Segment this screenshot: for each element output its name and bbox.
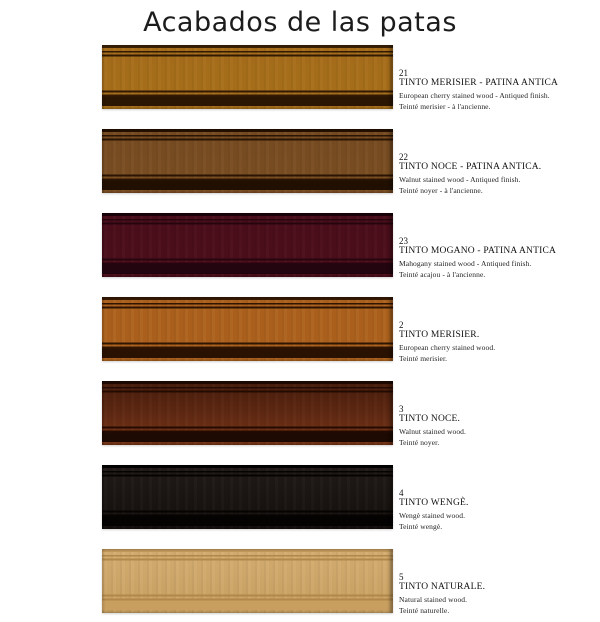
finish-number: 3: [399, 404, 404, 414]
finish-desc-en: Mahogany stained wood - Antiqued finish.: [399, 259, 532, 268]
finish-row-noce: [102, 381, 600, 445]
finish-row-wenge: [102, 465, 600, 529]
wood-swatch-naturale: [102, 549, 393, 613]
finish-desc-fr: Teinté noyer - à l'ancienne.: [399, 186, 483, 195]
finish-row-naturale: [102, 549, 600, 613]
finish-desc-fr: Teinté noyer.: [399, 438, 440, 447]
finish-desc-fr: Teinté wengè.: [399, 522, 443, 531]
finish-desc-fr: Teinté naturelle.: [399, 606, 450, 615]
wood-swatch-wenge: [102, 465, 393, 529]
wood-swatch-noce-patina-antica: [102, 129, 393, 193]
finish-number: 4: [399, 488, 404, 498]
finish-number: 5: [399, 572, 404, 582]
finish-number: 22: [399, 152, 408, 162]
finish-list: [0, 45, 600, 613]
page-title: Acabados de las patas: [143, 7, 457, 38]
finish-number: 21: [399, 68, 408, 78]
finish-info: [393, 297, 594, 363]
finish-info: [393, 213, 594, 279]
finish-title: TINTO WENGÈ.: [399, 498, 469, 508]
finish-row-noce-patina-antica: [102, 129, 600, 193]
finish-title: TINTO NOCE.: [399, 414, 461, 424]
finish-info: [393, 465, 594, 531]
finish-info: [393, 549, 594, 615]
finish-title: TINTO MERISIER.: [399, 330, 480, 340]
finish-title: TINTO NATURALE.: [399, 582, 486, 592]
finish-info: [393, 129, 594, 195]
finish-title: TINTO MERISIER - PATINA ANTICA: [399, 78, 559, 88]
finish-desc-en: Wengè stained wood.: [399, 511, 466, 520]
finish-row-mogano-patina-antica: [102, 213, 600, 277]
finish-desc-fr: Teinté merisier - à l'ancienne.: [399, 102, 491, 111]
wood-swatch-mogano-patina-antica: [102, 213, 393, 277]
finish-title: TINTO MOGANO - PATINA ANTICA: [399, 246, 557, 256]
finish-number: 2: [399, 320, 404, 330]
finish-row-merisier: [102, 297, 600, 361]
finish-row-merisier-patina-antica: [102, 45, 600, 109]
wood-swatch-noce: [102, 381, 393, 445]
finish-desc-en: European cherry stained wood - Antiqued finish.: [399, 91, 550, 100]
finish-info: [393, 45, 594, 111]
finish-desc-fr: Teinté merisier.: [399, 354, 448, 363]
finish-desc-en: European cherry stained wood.: [399, 343, 496, 352]
wood-swatch-merisier: [102, 297, 393, 361]
finish-desc-en: Natural stained wood.: [399, 595, 468, 604]
wood-swatch-merisier-patina-antica: [102, 45, 393, 109]
finish-desc-fr: Teinté acajou - à l'ancienne.: [399, 270, 486, 279]
finish-title: TINTO NOCE - PATINA ANTICA.: [399, 162, 542, 172]
finish-number: 23: [399, 236, 408, 246]
finish-desc-en: Walnut stained wood.: [399, 427, 467, 436]
finish-desc-en: Walnut stained wood - Antiqued finish.: [399, 175, 521, 184]
finish-info: [393, 381, 594, 447]
